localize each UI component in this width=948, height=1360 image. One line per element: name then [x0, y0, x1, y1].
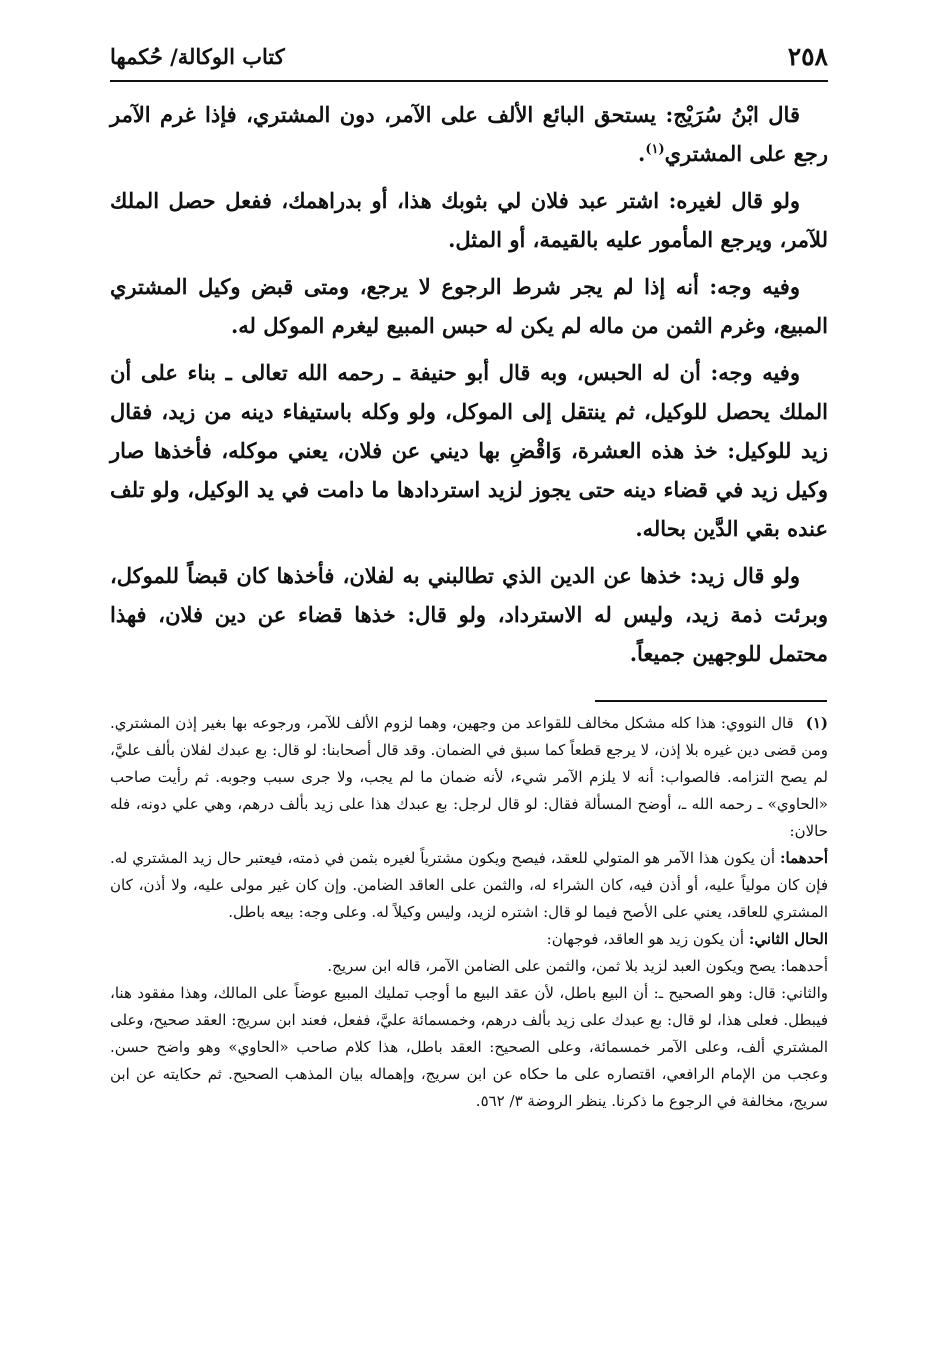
footnote-label: الحال الثاني: — [748, 930, 828, 948]
header-rule — [110, 80, 828, 82]
footnote-rule — [595, 700, 827, 702]
footnote-paragraph — [110, 710, 828, 845]
paragraph — [110, 95, 828, 173]
paragraph-text: قال ابْنُ سُرَيْج: يستحق البائع الألف على الآمر، دون المشتري، فإذا غرم الآمر رجع على المشتري — [110, 102, 828, 166]
running-title: كتاب الوكالة/ حُكمها — [110, 44, 285, 69]
paragraph-tail: . — [638, 141, 646, 166]
footnote-label: أحدهما: — [779, 849, 828, 867]
page-number: ٢٥٨ — [787, 42, 828, 71]
page-header — [110, 40, 828, 74]
paragraph: ولو قال لغيره: اشتر عبد فلان لي بثوبك هذا، أو بدراهمك، ففعل حصل الملك للآمر، ويرجع المأمور عليه بالقيمة، أو المثل. — [110, 188, 828, 252]
paragraph: ولو قال زيد: خذها عن الدين الذي تطالبني به لفلان، فأخذها كان قبضاً للموكل، وبرئت ذمة زيد، وليس له الاسترداد، ولو قال: خذها قضاء عن دين فلان، فهذا محتمل للوجهين جميعاً. — [110, 563, 828, 666]
footnote-text: قال النووي: هذا كله مشكل مخالف للقواعد من وجهين، وهما لزوم الألف للآمر، ورجوعه بها بغير إذن المشتري. ومن قضى دين غيره بلا إذن، لا يرجع قطعاً كما سبق في الضمان. وقد قال أصحابنا: لو قال: بع عبدك لفلان بألف عليَّ، لم يصح التزامه. فالصواب: أنه لا يلزم الآمر شيء، لأنه ضمان ما لم يجب، ولا جرى سبب وجوبه. ثم رأيت صاحب «الحاوي» ـ رحمه الله ـ، أوضح المسألة فقال: لو قال لرجل: بع عبدك هذا على زيد بألف درهم، وهي علي دونه، فله حالان: — [110, 714, 828, 840]
footnote-paragraph — [110, 845, 828, 926]
paragraph: وفيه وجه: أن له الحبس، وبه قال أبو حنيفة ـ رحمه الله تعالى ـ بناء على أن الملك يحصل للوكيل، ثم ينتقل إلى الموكل، ولو وكله باستيفاء دينه من زيد، فقال زيد للوكيل: خذ هذه العشرة، وَاقْضِ بها ديني عن فلان، يعني موكله، فأخذها صار وكيل زيد في قضاء دينه حتى يجوز لزيد استردادها ما دامت في يد الوكيل، ولو تلف عنده بقي الدَّين بحاله. — [110, 360, 828, 541]
paragraph: وفيه وجه: أنه إذا لم يجر شرط الرجوع لا يرجع، ومتى قبض وكيل المشتري المبيع، وغرم الثمن من ماله لم يكن له حبس المبيع ليغرم الموكل له. — [110, 274, 828, 338]
main-text — [110, 95, 828, 681]
footnote-paragraph — [110, 926, 828, 953]
footnote-paragraph: أحدهما: يصح ويكون العبد لزيد بلا ثمن، والثمن على الضامن الآمر، قاله ابن سريج. — [327, 957, 828, 975]
footnote-text: أن يكون هذا الآمر هو المتولي للعقد، فيصح ويكون مشترياً لغيره بثمن في ذمته، فيعتبر حال زيد المشتري له. فإن كان مولياً عليه، أو أذن فيه، كان الشراء له، والثمن على العاقد الضامن. وإن كان غير مولى عليه، ولا أذن، كان المشتري للعاقد، يعني على الأصح فيما لو قال: اشتره لزيد، وليس وكيلاً له. وعلى وجه: بيعه باطل. — [110, 849, 828, 921]
footnote-reference[interactable]: (١) — [645, 142, 665, 157]
footnote-text: أن يكون زيد هو العاقد، فوجهان: — [546, 930, 745, 948]
footnotes — [110, 710, 828, 1115]
footnote-number: (١) — [805, 714, 828, 732]
footnote-paragraph: والثاني: قال: وهو الصحيح ـ: أن البيع باطل، لأن عقد البيع ما أوجب تمليك المبيع عوضاً على المالك، وهذا مفقود هنا، فيبطل. فعلى هذا، لو قال: بع عبدك على زيد بألف درهم، وخمسمائة عليَّ، ففعل، فعند ابن سريج: العقد صحيح، وعلى المشتري ألف، وعلى الآمر خمسمائة، وعلى الصحيح: العقد باطل، هذا كلام صاحب «الحاوي» وهو واضح حسن. وعجب من الإمام الرافعي، اقتصاره على ما حكاه عن ابن سريج، وإهماله بيان المذهب الصحيح. ثم حكايته عن ابن سريج، مخالفة في الرجوع ما ذكرنا. ينظر الروضة ٣/ ٥٦٢. — [110, 984, 828, 1110]
